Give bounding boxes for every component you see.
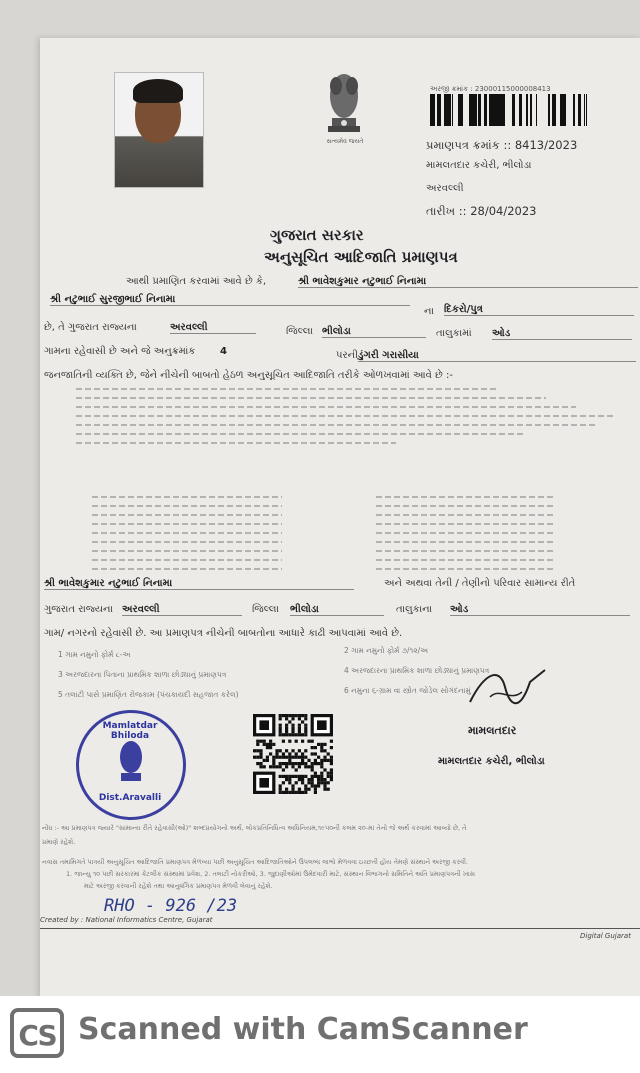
district-label: જિલ્લા [286, 326, 313, 337]
relation-value: દિકરો/પુત્ર [444, 304, 634, 316]
certificate-paper [40, 38, 640, 998]
state-prefix: છે, તે ગુજરાત રાજ્યના [44, 322, 137, 333]
document-5: 5 તલાટી પાસે પ્રમાણિત રોજકામ (પંચકાયદી સહજાત કરેલ) [58, 690, 239, 699]
certificate-number: પ્રમાણપત્ર ક્રમાંક :: 8413/2023 [426, 138, 578, 152]
recognition-text: જનજાતિની વ્યક્તિ છે, જેને નીચેની બાબતો હેઠળ અનુસૂચિત આદિજાતિ તરીકે ઓળખવામાં આવે છે :- [44, 370, 453, 381]
seal-bottom-text: Dist.Aravalli [98, 793, 162, 803]
tribe-label: પરની [336, 350, 358, 361]
father-name: શ્રી નટુભાઈ સુરજીભાઈ નિનામા [50, 294, 410, 306]
note-line-1: નોંધ :- આ પ્રમાણપત્ર જ્યારે "સામાન્ય રીતે રહેવાસી(ઓ)" શબ્દપ્રયોગનો અર્થ, લોકપ્રતિનિધિત્વ અધિનિયમ,૧૯૫૦ની કલમ ૨૦-માં તેનો જે અર્થ કરવામાં આવ્યો છે, તે [42, 824, 467, 832]
district: અરવલ્લી [426, 183, 464, 194]
district-name-2: ભીલોડા [290, 604, 384, 616]
government-title: ગુજરાત સરકાર [270, 226, 364, 244]
scanner-label: Scanned with CamScanner [78, 1012, 528, 1047]
signature-icon [460, 662, 550, 722]
applicant-name-2: શ્રી ભાવેશકુમાર નટુભાઈ નિનામા [44, 578, 354, 590]
document-6: 6 નમુના ૬-ગ્રામ વા સ્ત્રોત જોડેલ સોગંદનામું [344, 686, 471, 695]
residence-text-2: અને અથવા તેની / તેણીનો પરિવાર સામાન્ય રીતે [384, 578, 576, 589]
issuing-office: મામલતદાર કચેરી, ભીલોડા [426, 160, 532, 171]
handwritten-reference: RHO - 926 /23 [104, 896, 238, 916]
taluka-value: ઓડ [492, 328, 632, 340]
footer-divider [40, 928, 640, 929]
note-line-5: માટે અરજી કરવાની રહેશે તથા આનુષંગિક પ્રમાણપત્ર મેળવી લેવાનું રહેશે. [84, 882, 273, 890]
document-1: 1 ગામ નમુનો ફોર્મ ૮-અ [58, 650, 131, 659]
seal-top-text: Mamlatdar Bhiloda [102, 721, 158, 741]
certify-text: આથી પ્રમાણિત કરવામાં આવે છે કે, [126, 276, 267, 287]
applicant-name: શ્રી ભાવેશકુમાર નટુભાઈ નિનામા [298, 276, 638, 288]
document-4: 4 અરજદારના પ્રાથમિક શાળા છોડ્યાનું પ્રમાણપત્ર [344, 666, 490, 675]
qr-code [252, 714, 334, 794]
state-district-value: અરવલ્લી [122, 604, 242, 616]
document-2: 2 ગામ નમુનો ફોર્મ ૭/૧૨/અ [344, 646, 429, 655]
taluka-value-2: ઓડ [450, 604, 630, 616]
signatory-title: મામલતદાર [468, 724, 517, 737]
taluka-label: તાલુકામાં [436, 328, 472, 339]
applicant-photo [114, 72, 204, 188]
official-seal [76, 710, 186, 820]
footer-credit: Created by : National Informatics Centre, Gujarat [40, 916, 213, 924]
tribe-name: ડુંગરી ગરાસીયા [358, 350, 636, 362]
residence-text: ગામના રહેવાસી છે અને જે અનુક્રમાંક [44, 346, 196, 357]
order-list [76, 384, 636, 580]
seal-emblem-icon [113, 739, 149, 785]
scanner-watermark-bar [0, 996, 640, 1073]
relation-label: ના [424, 306, 434, 317]
camscanner-logo-icon: CS [10, 1008, 64, 1058]
barcode [430, 94, 596, 126]
barcode-number: અરજી ક્રમાંક : 23000115000008413 [430, 85, 551, 93]
district-label-2: જિલ્લા [252, 604, 279, 615]
issue-date: તારીખ :: 28/04/2023 [426, 204, 537, 218]
serial-number: 4 [220, 346, 227, 357]
document-3: 3 અરજદારના પિતાના પ્રાથમિક શાળા છોડ્યાનું પ્રમાણપત્ર [58, 670, 227, 679]
national-emblem-icon [320, 68, 368, 138]
footer-brand: Digital Gujarat [580, 932, 631, 940]
emblem-caption: સત્યમેવ જયતે [326, 138, 364, 145]
note-line-2: પ્રમાણે રહેશે. [42, 838, 76, 846]
state-label: ગુજરાત રાજ્યના [44, 604, 113, 615]
taluka-label-2: તાલુકાના [396, 604, 433, 615]
note-line-4: 1. જાન્યુ ૧૦ પછી સરકારમાં કેટલીક સંસ્થામાં પ્રવેશ, 2. તલાટી નોકરીઓ, 3. જુદાણીઓમાં ઉમેદવારી માટે, સંસ્થાન વિભાગનો સમિતિને અતિ પ્રમાણપત્રની ખાસ [66, 870, 476, 878]
district-value: અરવલ્લી [170, 322, 256, 334]
signatory-office: મામલતદાર કચેરી, ભીલોડા [438, 756, 545, 767]
note-line-3: નવાસ તમામિગતે પાત્રયી અનુસૂચિત આદિજાતિ પ્રમાણપત્ર મેળવ્યા પછી અનુસૂચિત આદિજાતિઓને ઉપલબ્ધ લાભો મેળવવા ઇચ્છતી હોય તેમણે સંસ્થાને અરજી કરવી. [42, 858, 469, 866]
district-name: ભીલોડા [322, 326, 426, 338]
certificate-title: અનુસૂચિત આદિજાતિ પ્રમાણપત્ર [264, 248, 458, 266]
basis-text: ગામ/ નગરનો રહેવાસી છે. આ પ્રમાણપત્ર નીચેની બાબતોના આધારે કાઢી આપવામાં આવે છે. [44, 628, 403, 639]
